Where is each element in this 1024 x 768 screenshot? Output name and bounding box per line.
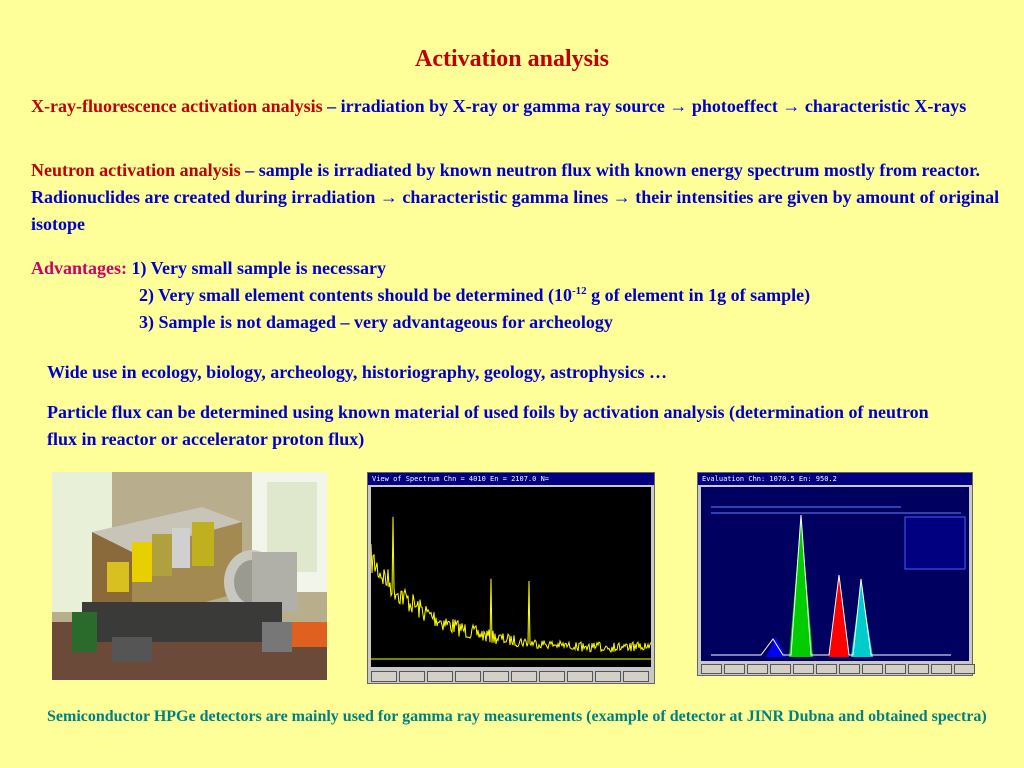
advantage-2-exponent: -12 bbox=[571, 285, 587, 297]
spectrum-2-button[interactable] bbox=[816, 664, 837, 674]
spectrum-1-button[interactable] bbox=[623, 671, 649, 682]
detector-photo bbox=[52, 472, 327, 680]
spectrum-1-toolbar bbox=[371, 671, 649, 682]
flux-paragraph: Particle flux can be determined using known material of used foils by activation analysis (determination of neutron flux in reactor or accelerator proton flux) bbox=[47, 402, 929, 449]
page-title: Activation analysis bbox=[414, 46, 609, 72]
spectrum-window-2 bbox=[697, 472, 973, 676]
spectrum-1-button[interactable] bbox=[399, 671, 425, 682]
spectrum-2-graph bbox=[701, 487, 969, 661]
spectrum-2-button[interactable] bbox=[701, 664, 722, 674]
advantages-line-1 bbox=[31, 255, 1011, 282]
spectrum-1-plot bbox=[371, 487, 651, 667]
spectrum-1-button[interactable] bbox=[567, 671, 593, 682]
advantage-2-text: 2) Very small element contents should be determined (10 bbox=[139, 285, 572, 305]
advantage-2-text-end: g of element in 1g of sample) bbox=[586, 285, 811, 305]
spectrum-2-button[interactable] bbox=[770, 664, 791, 674]
xrf-term: X-ray-fluorescence activation analysis bbox=[31, 96, 323, 116]
spectrum-2-button[interactable] bbox=[747, 664, 768, 674]
spectrum-1-button[interactable] bbox=[511, 671, 537, 682]
naa-text: – sample is irradiated by known neutron flux with known energy spectrum mostly from reactor. Radionuclides are created during irradiation → characteristic gamma lines → their intensities are given by amount of original isotope bbox=[31, 160, 1000, 234]
detector-photo-drawing bbox=[52, 472, 327, 680]
spectrum-1-button[interactable] bbox=[371, 671, 397, 682]
spectrum-2-button[interactable] bbox=[885, 664, 906, 674]
spectrum-2-button[interactable] bbox=[793, 664, 814, 674]
spectrum-2-plot bbox=[701, 487, 969, 661]
spectrum-2-button[interactable] bbox=[724, 664, 745, 674]
spectrum-1-button[interactable] bbox=[483, 671, 509, 682]
naa-paragraph bbox=[31, 157, 1016, 238]
spectrum-1-button[interactable] bbox=[539, 671, 565, 682]
spectrum-window-1 bbox=[367, 472, 655, 684]
xrf-text: – irradiation by X-ray or gamma ray source → photoeffect → characteristic X-rays bbox=[322, 96, 967, 116]
spectrum-1-button[interactable] bbox=[595, 671, 621, 682]
spectrum-1-button[interactable] bbox=[455, 671, 481, 682]
spectrum-2-button[interactable] bbox=[931, 664, 952, 674]
advantage-2 bbox=[139, 282, 1019, 309]
xrf-paragraph bbox=[31, 93, 991, 120]
advantage-1: 1) Very small sample is necessary bbox=[127, 258, 386, 278]
spectrum-2-button[interactable] bbox=[862, 664, 883, 674]
spectrum-1-button[interactable] bbox=[427, 671, 453, 682]
spectrum-window-2-title: Evaluation Chn: 1070.5 En: 950.2 bbox=[698, 473, 972, 485]
advantages-label: Advantages: bbox=[31, 258, 128, 278]
spectrum-2-button[interactable] bbox=[908, 664, 929, 674]
spectrum-2-toolbar bbox=[701, 664, 975, 674]
spectrum-1-graph bbox=[371, 487, 651, 667]
spectrum-2-button[interactable] bbox=[839, 664, 860, 674]
wide-use-paragraph: Wide use in ecology, biology, archeology, historiography, geology, astrophysics … bbox=[47, 362, 668, 382]
naa-term: Neutron activation analysis bbox=[31, 160, 241, 180]
figure-caption: Semiconductor HPGe detectors are mainly used for gamma ray measurements (example of detector at JINR Dubna and obtained spectra) bbox=[47, 708, 987, 725]
spectrum-window-1-title: View of Spectrum Chn = 4010 En = 2107.0 N= bbox=[368, 473, 654, 485]
advantage-3: 3) Sample is not damaged – very advantageous for archeology bbox=[139, 312, 613, 332]
spectrum-2-button[interactable] bbox=[954, 664, 975, 674]
